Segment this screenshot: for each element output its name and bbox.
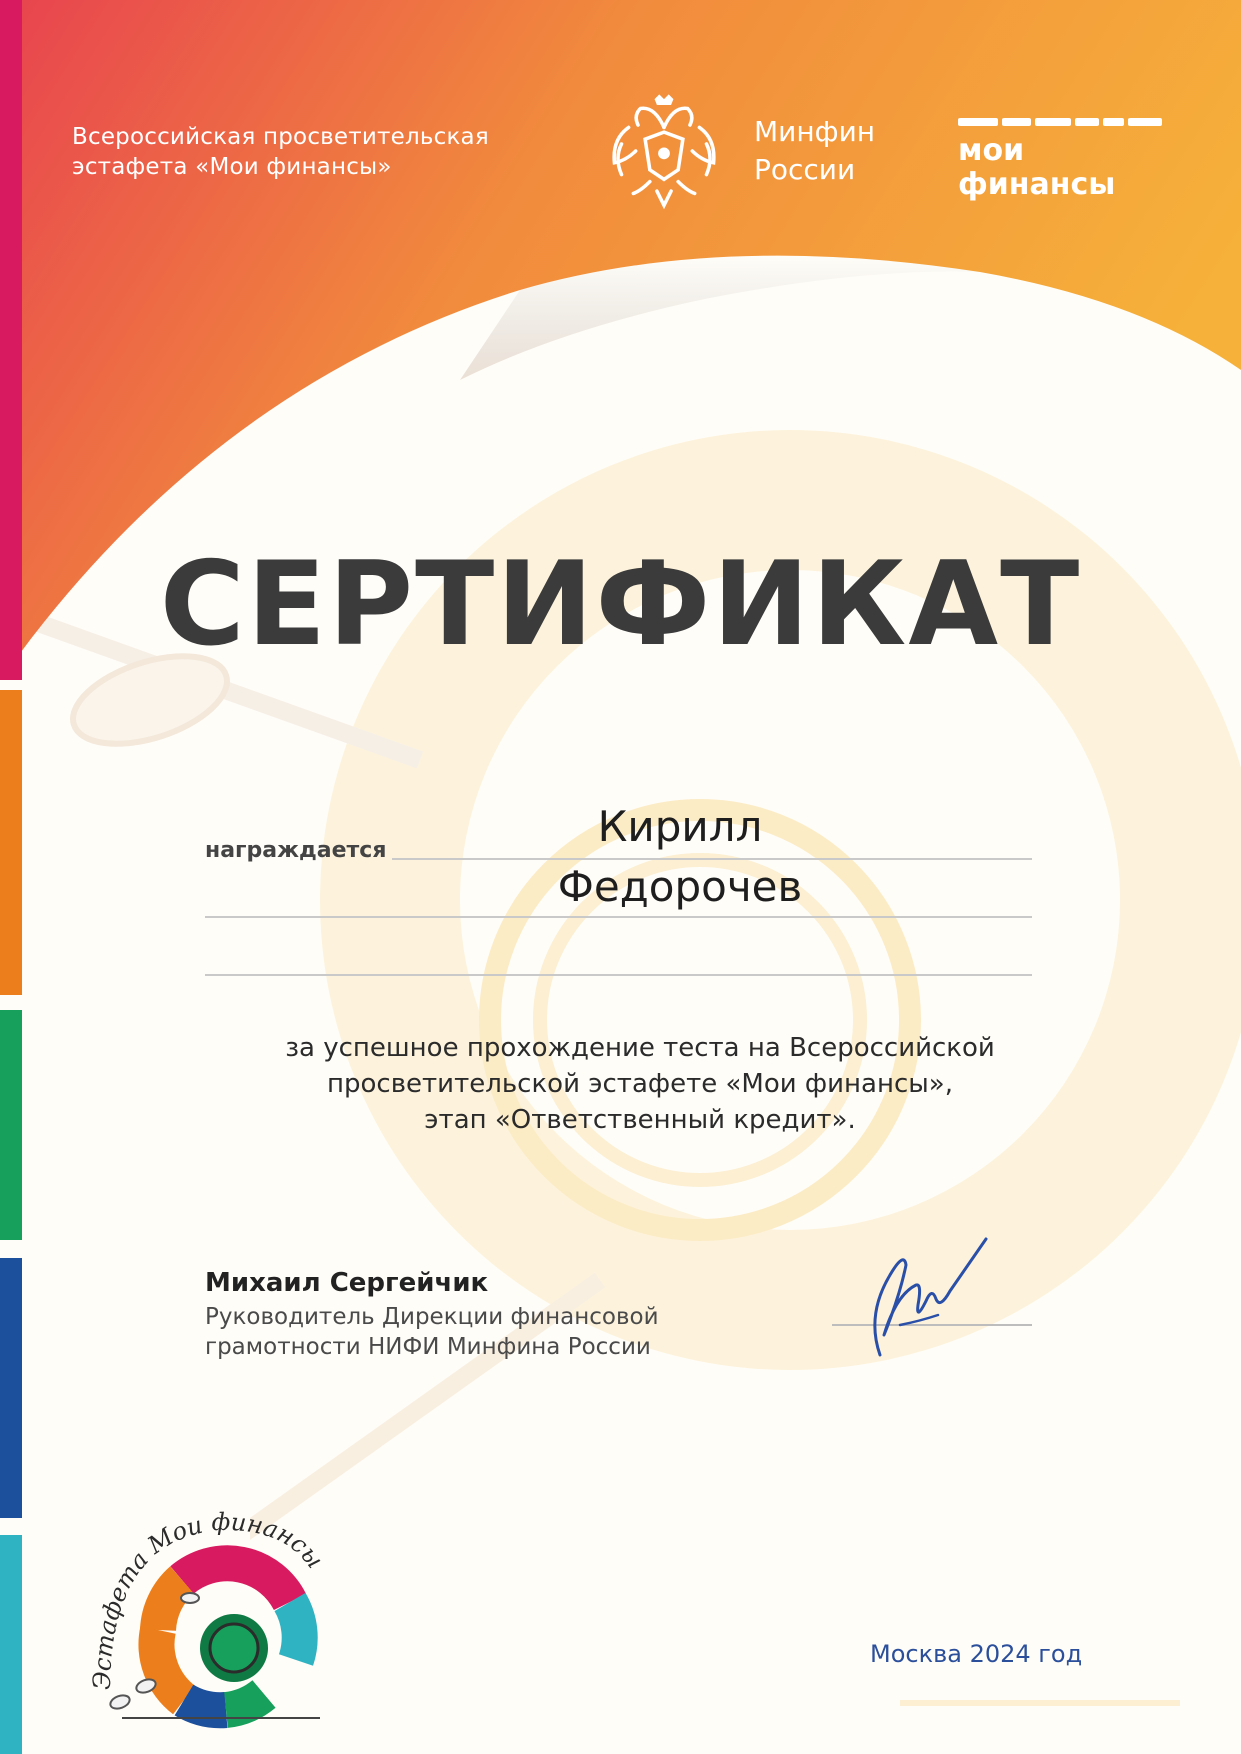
reason-line-1: за успешное прохождение теста на Всероссийской <box>285 1033 995 1063</box>
recipient-first-name: Кирилл <box>597 802 763 851</box>
signature <box>860 1225 1000 1365</box>
signer-role-line-1: Руководитель Дирекции финансовой <box>205 1304 659 1330</box>
stripe-teal <box>0 1535 22 1754</box>
recipient-last-name: Федорочев <box>557 862 803 911</box>
relay-logo-text: Эстафета Мои финансы <box>87 1507 330 1691</box>
relay-logo <box>50 1480 350 1740</box>
organizer-line-2: эстафета «Мои финансы» <box>72 154 392 180</box>
organizer-line-1: Всероссийская просветительская <box>72 124 489 150</box>
signer-role <box>205 1302 659 1362</box>
logo-bars <box>958 118 1162 128</box>
double-headed-eagle-icon <box>605 92 723 210</box>
underline-3 <box>205 974 1032 976</box>
ministry-line-2: России <box>754 153 856 186</box>
underline-1 <box>392 858 1032 860</box>
awarded-label: награждается <box>205 838 387 863</box>
moi-finansy-logo <box>958 118 1162 202</box>
reason-line-3: этап «Ответственный кредит». <box>424 1105 856 1135</box>
reason-line-2: просветительской эстафете «Мои финансы», <box>327 1069 953 1099</box>
signer-name: Михаил Сергейчик <box>205 1268 489 1298</box>
city-year: Москва 2024 год <box>870 1640 1083 1668</box>
stripe-orange <box>0 690 22 995</box>
stripe-blue <box>0 1258 22 1518</box>
stripe-green <box>0 1010 22 1240</box>
brand-text: мои финансы <box>958 133 1116 202</box>
signer-role-line-2: грамотности НИФИ Минфина России <box>205 1334 651 1360</box>
ministry-name <box>754 113 875 189</box>
organizer-name <box>72 122 489 182</box>
award-reason <box>230 1030 1050 1138</box>
underline-2 <box>205 916 1032 918</box>
certificate-title: СЕРТИФИКАТ <box>159 537 1082 672</box>
footer-accent-line <box>900 1700 1180 1706</box>
ministry-line-1: Минфин <box>754 115 876 148</box>
